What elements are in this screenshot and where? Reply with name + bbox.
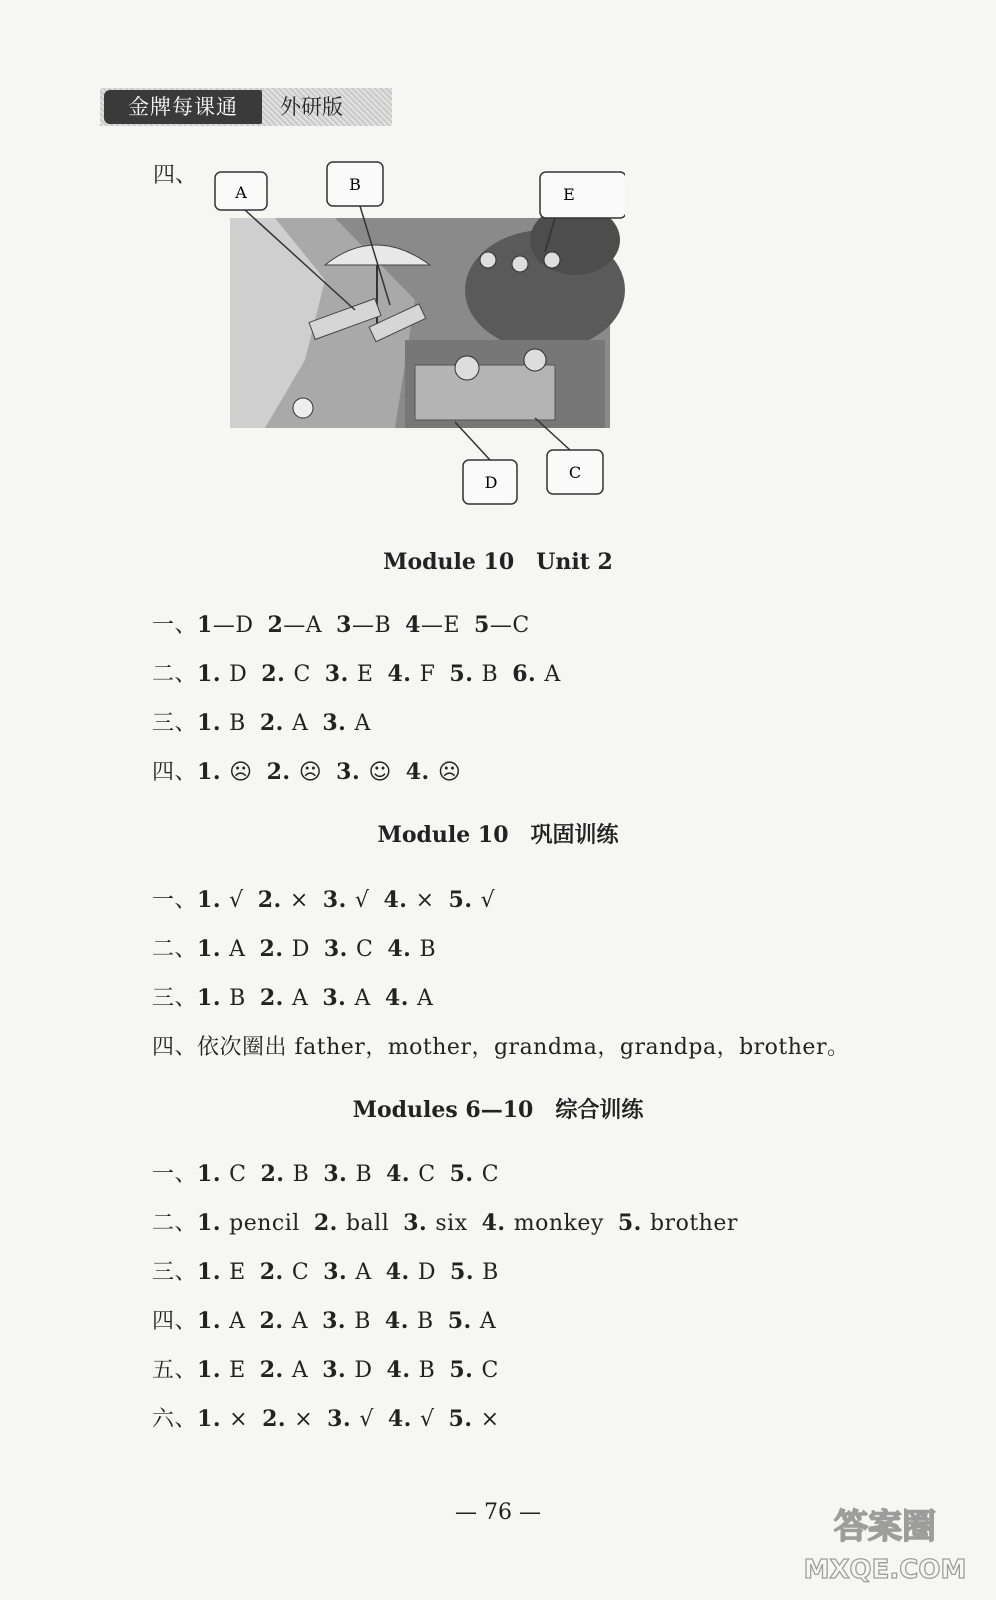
answer-text: 依次圈出 father，mother，grandma，grandpa，brother。 [197, 1035, 850, 1060]
answer-value: A [354, 986, 371, 1011]
answer-number: 2 [267, 612, 284, 638]
answer-value: A [291, 1309, 309, 1334]
beach-picnic-illustration [205, 160, 625, 510]
answer-value: √ [359, 1407, 374, 1432]
answer-number: 4. [481, 1210, 514, 1236]
answer-section-prefix: 三、 [152, 711, 198, 736]
answer-number: 4. [387, 936, 420, 962]
answer-number: 4. [387, 1406, 420, 1432]
answer-number: 1. [197, 1210, 230, 1236]
answer-value: —D [212, 613, 254, 638]
answer-section-prefix: 三、 [152, 1260, 198, 1285]
answer-section-prefix: 四、 [152, 1309, 198, 1334]
answer-value: C [293, 662, 311, 687]
answer-number: 1. [197, 661, 230, 687]
answer-value: × [229, 1407, 249, 1432]
answer-number: 3. [323, 1259, 356, 1285]
answer-value: B [355, 1162, 373, 1187]
answer-number: 5. [448, 1406, 481, 1432]
answer-number: 1. [197, 1357, 230, 1383]
answer-section-prefix: 四、 [152, 760, 198, 785]
answer-value: √ [480, 888, 496, 913]
child-e2 [512, 256, 528, 272]
answer-value: —A [283, 613, 323, 638]
answer-number: 2. [259, 710, 292, 736]
answer-number: 3. [322, 1357, 355, 1383]
answer-value: —B [351, 613, 392, 638]
answer-number: 2. [259, 1308, 292, 1334]
answer-number: 1. [197, 1161, 230, 1187]
child-e3 [544, 252, 560, 268]
answer-value: C [291, 1260, 310, 1285]
answer-section-prefix: 三、 [152, 986, 198, 1011]
figure-section-label: 四、 [153, 163, 198, 188]
answer-number: 3. [327, 1406, 360, 1432]
answer-section-prefix: 一、 [152, 613, 198, 638]
module-title: Module 10 巩固训练 [377, 822, 619, 848]
answer-value: A [544, 662, 561, 687]
child-c [524, 349, 546, 371]
answer-value: ☹ [437, 760, 462, 785]
answer-number: 5. [450, 1259, 483, 1285]
answer-number: 2. [259, 985, 292, 1011]
answer-number: 3 [336, 612, 352, 638]
answer-value: B [481, 662, 499, 687]
answer-number: 2. [261, 661, 294, 687]
answer-value: √ [354, 888, 370, 913]
answer-value: B [418, 1358, 436, 1383]
answer-number: 5. [449, 661, 482, 687]
answer-section-prefix: 一、 [152, 888, 198, 913]
answer-value: C [418, 1162, 436, 1187]
answer-value: A [479, 1309, 497, 1334]
answer-value: brother [649, 1211, 738, 1236]
answer-value: —C [489, 613, 530, 638]
answer-value: × [289, 888, 309, 913]
answer-number: 3. [322, 985, 355, 1011]
page-number: — 76 — [455, 1500, 541, 1525]
answer-number: 1. [197, 985, 230, 1011]
answer-number: 6. [512, 661, 545, 687]
answer-value: ball [345, 1211, 390, 1236]
answer-section-prefix: 二、 [152, 1211, 198, 1236]
header-brand: 金牌每课通 [104, 90, 262, 124]
answer-value: D [291, 937, 310, 962]
answer-value: ☺ [368, 760, 392, 785]
answer-number: 2. [266, 759, 299, 785]
answer-section-prefix: 四、 [152, 1035, 198, 1060]
module-title: Module 10 Unit 2 [383, 549, 613, 575]
answer-line [152, 883, 495, 914]
answer-number: 3. [322, 1308, 355, 1334]
answer-value: C [481, 1358, 499, 1383]
answer-number: 4. [383, 887, 416, 913]
answer-section-prefix: 二、 [152, 662, 198, 687]
header-edition: 外研版 [280, 95, 343, 119]
answer-number: 2. [313, 1210, 346, 1236]
answer-value: × [294, 1407, 314, 1432]
answer-number: 3. [323, 1161, 356, 1187]
answer-number: 1 [197, 612, 213, 638]
callout-label-b: B [349, 175, 361, 194]
answer-value: A [354, 711, 371, 736]
watermark-text-cn: 答案圈 [834, 1507, 936, 1547]
answer-value: F [419, 662, 436, 687]
answer-line [152, 608, 530, 639]
answer-value: A [291, 1358, 309, 1383]
answer-number: 5. [617, 1210, 650, 1236]
watermark-text-en: MXQE.COM [803, 1555, 967, 1585]
answer-line [152, 1255, 499, 1286]
answer-value: A [229, 937, 246, 962]
answer-value: B [482, 1260, 499, 1285]
answer-line [152, 1030, 849, 1061]
answer-number: 4 [405, 612, 421, 638]
answer-value: D [354, 1358, 373, 1383]
answer-line [152, 1157, 499, 1188]
answer-section-prefix: 五、 [152, 1358, 198, 1383]
callout-label-e: E [563, 185, 575, 204]
answer-value: A [355, 1260, 372, 1285]
answer-number: 4. [405, 759, 438, 785]
module-title: Modules 6—10 综合训练 [352, 1097, 644, 1123]
football [293, 398, 313, 418]
answer-number: 1. [197, 887, 230, 913]
answer-number: 1. [197, 1259, 230, 1285]
answer-value: B [292, 1162, 310, 1187]
answer-value: C [229, 1162, 247, 1187]
answer-value: ☹ [229, 760, 253, 785]
answer-number: 1. [197, 710, 230, 736]
answer-value: C [355, 937, 374, 962]
answer-value: B [419, 937, 437, 962]
answer-number: 4. [386, 1161, 419, 1187]
answer-section-prefix: 二、 [152, 937, 198, 962]
child-d [455, 356, 479, 380]
answer-number: 4. [385, 1259, 418, 1285]
answer-line [152, 932, 436, 963]
answer-line [152, 706, 371, 737]
answer-number: 5. [447, 1308, 480, 1334]
answer-number: 5. [449, 1161, 482, 1187]
answer-number: 3. [323, 936, 356, 962]
answer-value: B [354, 1309, 371, 1334]
answer-number: 1. [197, 1406, 230, 1432]
answer-value: C [481, 1162, 500, 1187]
answer-value: A [417, 986, 434, 1011]
answer-value: A [291, 986, 309, 1011]
answer-number: 2. [259, 1259, 292, 1285]
answer-value: × [480, 1407, 500, 1432]
answer-number: 5. [448, 887, 481, 913]
answer-number: 1. [197, 759, 230, 785]
answer-value: B [417, 1309, 434, 1334]
answer-value: D [417, 1260, 437, 1285]
answer-value: D [229, 662, 248, 687]
answer-number: 2. [262, 1406, 295, 1432]
answer-line [152, 1353, 499, 1384]
answer-line [152, 981, 433, 1012]
answer-value: pencil [229, 1211, 300, 1236]
answer-number: 4. [386, 1357, 419, 1383]
answer-line [152, 1402, 500, 1433]
answer-number: 3. [322, 887, 355, 913]
picnic-blanket [415, 365, 555, 420]
answer-line [152, 755, 461, 786]
answer-section-prefix: 六、 [152, 1407, 198, 1432]
answer-value: B [229, 711, 246, 736]
answer-number: 1. [197, 936, 230, 962]
answer-value: E [229, 1358, 246, 1383]
answer-section-prefix: 一、 [152, 1162, 198, 1187]
answer-number: 5 [474, 612, 490, 638]
watermark-logo [800, 1490, 970, 1590]
answer-value: monkey [513, 1211, 604, 1236]
callout-label-c: C [568, 463, 582, 482]
answer-number: 2. [259, 936, 292, 962]
answer-number: 3. [324, 661, 357, 687]
answer-number: 3. [403, 1210, 436, 1236]
answer-value: —E [420, 613, 461, 638]
answer-line [152, 1206, 738, 1237]
answer-number: 4. [384, 985, 418, 1011]
answer-number: 4. [387, 661, 420, 687]
answer-value: B [229, 986, 246, 1011]
answer-number: 3. [336, 759, 369, 785]
answer-value: A [229, 1309, 246, 1334]
answer-value: √ [229, 888, 244, 913]
answer-value: √ [419, 1407, 435, 1432]
answer-number: 2. [260, 1161, 293, 1187]
answer-number: 4. [384, 1308, 418, 1334]
answer-value: A [291, 711, 309, 736]
answer-number: 2. [257, 887, 290, 913]
callout-label-d: D [484, 473, 498, 492]
answer-number: 1. [197, 1308, 230, 1334]
answer-value: ☹ [298, 760, 323, 785]
callout-label-a: A [235, 183, 247, 202]
answer-number: 5. [449, 1357, 482, 1383]
answer-line [152, 657, 561, 688]
answer-number: 3. [322, 710, 355, 736]
answer-number: 2. [259, 1357, 292, 1383]
callout-d [455, 422, 517, 504]
answer-line [152, 1304, 496, 1335]
callout-c [535, 418, 603, 494]
answer-value: six [435, 1211, 468, 1236]
answer-value: E [356, 662, 374, 687]
answer-value: × [415, 888, 435, 913]
answer-value: E [229, 1260, 246, 1285]
child-e1 [480, 252, 496, 268]
